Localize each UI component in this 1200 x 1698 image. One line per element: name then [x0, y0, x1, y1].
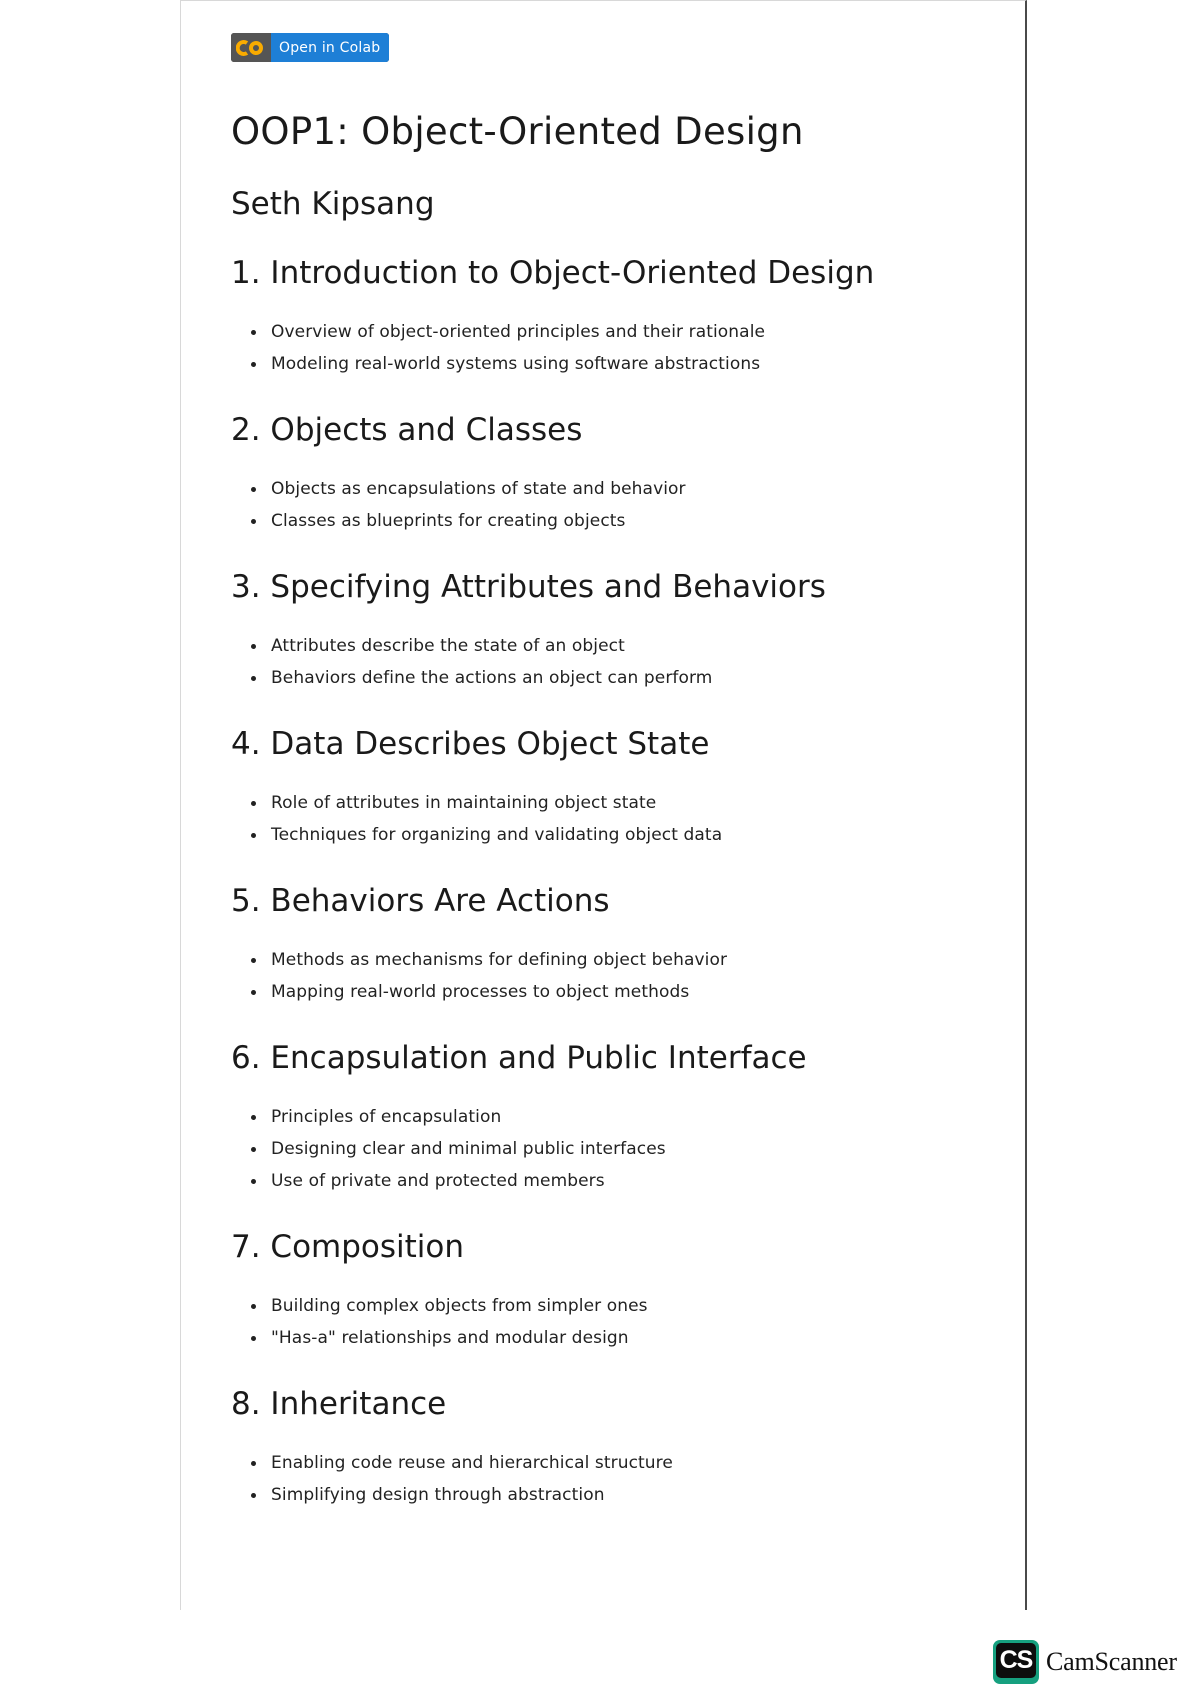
author-name: Seth Kipsang	[231, 186, 435, 222]
camscanner-label: CamScanner	[1046, 1647, 1177, 1676]
bullet-list	[231, 787, 985, 851]
colab-logo-icon	[231, 33, 271, 62]
list-item: Methods as mechanisms for defining object behavior	[271, 944, 985, 976]
outline-sections	[231, 254, 985, 1511]
section-heading: 4. Data Describes Object State	[231, 726, 710, 762]
bullet-list	[231, 1447, 985, 1511]
bullet-list	[231, 1290, 985, 1354]
outline-section	[231, 1228, 985, 1354]
section-heading: 8. Inheritance	[231, 1386, 447, 1422]
list-item: Attributes describe the state of an object	[271, 630, 985, 662]
list-item: Techniques for organizing and validating object data	[271, 819, 985, 851]
list-item: Enabling code reuse and hierarchical structure	[271, 1447, 985, 1479]
notebook-content	[231, 33, 985, 1511]
outline-section	[231, 1039, 985, 1197]
outline-section	[231, 725, 985, 851]
section-heading: 6. Encapsulation and Public Interface	[231, 1040, 807, 1076]
list-item: Building complex objects from simpler ones	[271, 1290, 985, 1322]
list-item: "Has-a" relationships and modular design	[271, 1322, 985, 1354]
list-item: Role of attributes in maintaining object state	[271, 787, 985, 819]
section-heading: 1. Introduction to Object-Oriented Design	[231, 255, 875, 291]
list-item: Classes as blueprints for creating objects	[271, 505, 985, 537]
bullet-list	[231, 1101, 985, 1197]
bullet-list	[231, 316, 985, 380]
list-item: Overview of object-oriented principles and their rationale	[271, 316, 985, 348]
list-item: Designing clear and minimal public interfaces	[271, 1133, 985, 1165]
section-heading: 3. Specifying Attributes and Behaviors	[231, 569, 826, 605]
section-heading: 7. Composition	[231, 1229, 465, 1265]
outline-section	[231, 1385, 985, 1511]
open-in-colab-badge[interactable]	[231, 33, 389, 62]
list-item: Use of private and protected members	[271, 1165, 985, 1197]
bullet-list	[231, 473, 985, 537]
list-item: Objects as encapsulations of state and behavior	[271, 473, 985, 505]
list-item: Principles of encapsulation	[271, 1101, 985, 1133]
section-heading: 5. Behaviors Are Actions	[231, 883, 610, 919]
outline-section	[231, 254, 985, 380]
bullet-list	[231, 944, 985, 1008]
camscanner-watermark	[993, 1640, 1177, 1684]
list-item: Modeling real-world systems using software abstractions	[271, 348, 985, 380]
colab-badge-label: Open in Colab	[271, 33, 389, 62]
outline-section	[231, 568, 985, 694]
section-heading: 2. Objects and Classes	[231, 412, 583, 448]
camscanner-logo-icon: CS	[993, 1640, 1039, 1684]
outline-section	[231, 411, 985, 537]
outline-section	[231, 882, 985, 1008]
bullet-list	[231, 630, 985, 694]
list-item: Simplifying design through abstraction	[271, 1479, 985, 1511]
list-item: Mapping real-world processes to object methods	[271, 976, 985, 1008]
document-title: OOP1: Object-Oriented Design	[231, 110, 804, 153]
list-item: Behaviors define the actions an object can perform	[271, 662, 985, 694]
notebook-cell	[180, 0, 1027, 1610]
